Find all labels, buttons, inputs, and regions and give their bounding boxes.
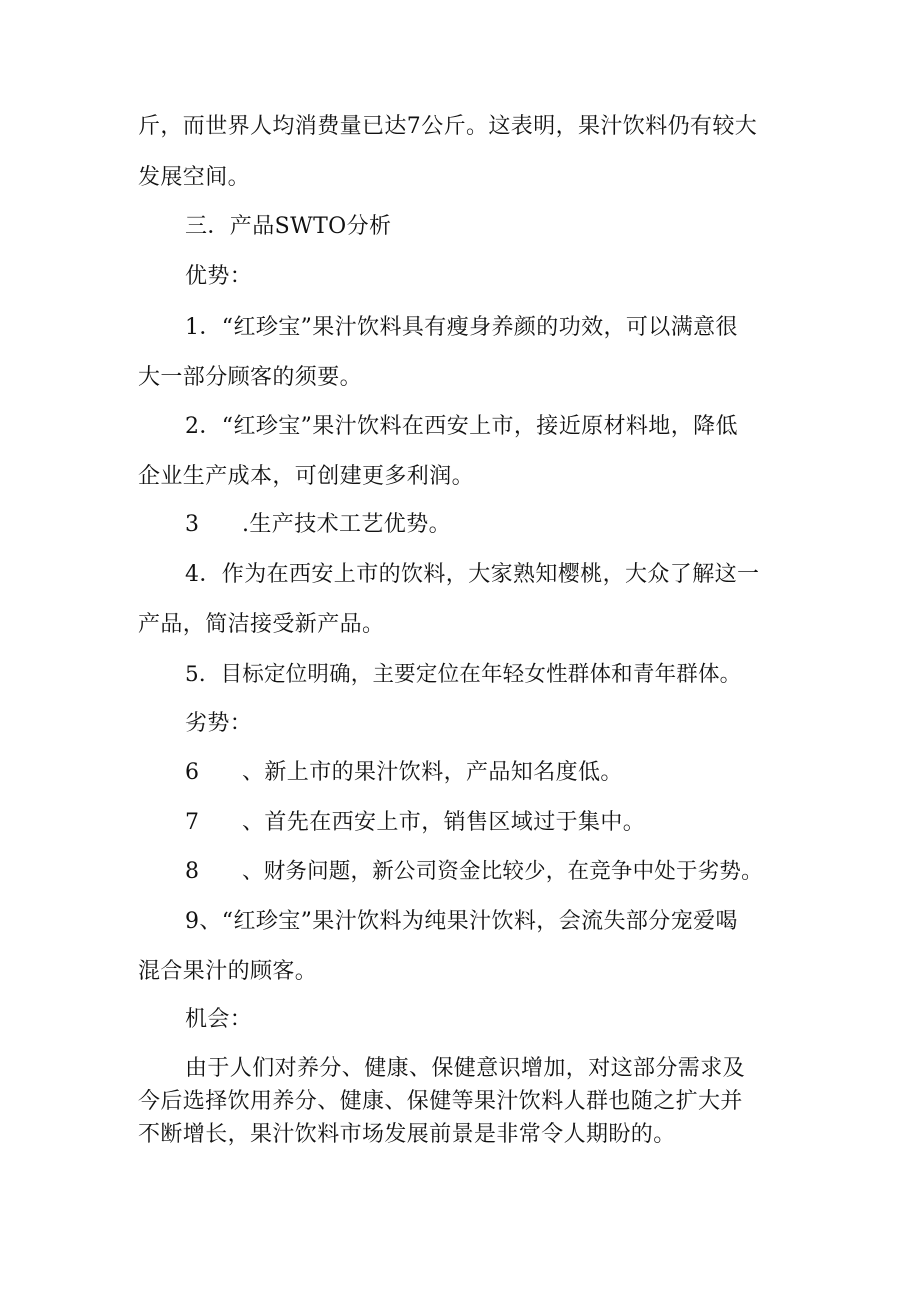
list-item-text: 、首先在西安上市，销售区域过于集中。	[242, 810, 646, 835]
list-item-text: 混合果汁的顾客。	[138, 959, 318, 984]
list-item-text: 企业生产成本，可创建更多利润。	[138, 464, 475, 489]
subheading-weaknesses: 劣势：	[185, 711, 253, 736]
list-item-text: 4．作为在西安上市的饮料，大家熟知樱桃，大众了解这一	[185, 562, 760, 587]
paragraph-line: 今后选择饮用养分、健康、保健等果汁饮料人群也随之扩大并	[138, 1089, 743, 1114]
paragraph-line: 不断增长，果汁饮料市场发展前景是非常令人期盼的。	[138, 1122, 676, 1147]
list-item-text: .生产技术工艺优势。	[242, 512, 451, 537]
list-item-text: 大一部分顾客的须要。	[138, 365, 363, 390]
list-item-text: 、财务问题，新公司资金比较少，在竞争中处于劣势。	[242, 859, 763, 884]
list-item-text: 产品，简洁接受新产品。	[138, 612, 385, 637]
subheading-opportunities: 机会：	[185, 1007, 253, 1032]
list-item-number: 3	[185, 512, 200, 537]
list-item-text: 1．“红珍宝”果汁饮料具有瘦身养颜的功效，可以满意很	[185, 315, 738, 340]
list-item-text: 5．目标定位明确，主要定位在年轻女性群体和青年群体。	[185, 662, 742, 687]
body-text-line: 发展空间。	[138, 165, 251, 190]
section-heading: 三．产品SWTO分析	[185, 214, 392, 239]
list-item-text: 9、“红珍宝”果汁饮料为纯果汁饮料，会流失部分宠爱喝	[185, 909, 738, 934]
list-item-text: 、新上市的果汁饮料，产品知名度低。	[242, 760, 623, 785]
list-item-text: 2．“红珍宝”果汁饮料在西安上市，接近原材料地，降低	[185, 414, 738, 439]
list-item-number: 7	[185, 810, 200, 835]
paragraph-line: 由于人们对养分、健康、保健意识增加，对这部分需求及	[185, 1056, 746, 1081]
subheading-strengths: 优势：	[185, 264, 253, 289]
list-item-number: 8	[185, 859, 200, 884]
list-item-number: 6	[185, 760, 200, 785]
body-text-line: 斤，而世界人均消费量已达7公斤。这表明，果汁饮料仍有较大	[138, 114, 758, 139]
